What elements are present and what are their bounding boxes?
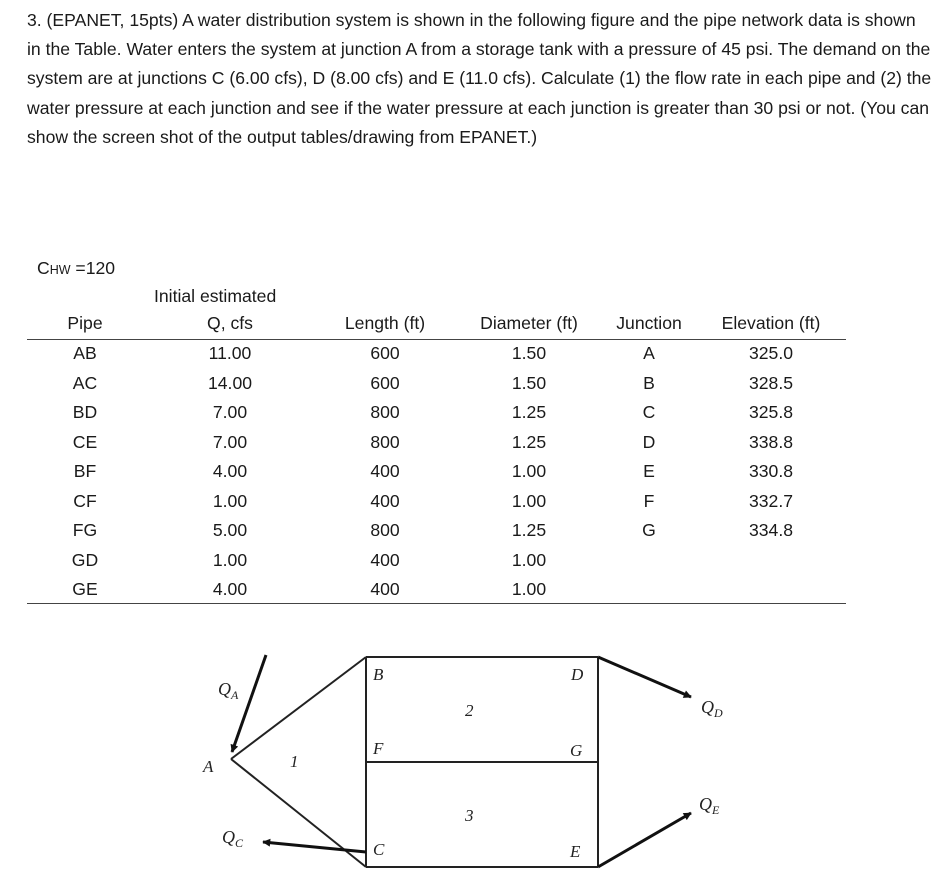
pipe-cell-diameter: 1.25 (511, 402, 547, 422)
pipe-cell-q: 7.00 (212, 431, 248, 452)
header-length: Length (ft) (344, 313, 426, 333)
pipe-cell-pipe: FG (72, 520, 98, 540)
junction-cell-junction: F (643, 490, 655, 511)
pipe-cell-q: 4.00 (212, 579, 248, 599)
node-a-label: A (203, 757, 214, 776)
pipe-cell-q: 11.00 (208, 343, 252, 363)
junction-cell-elevation: 332.7 (748, 490, 794, 511)
node-f-label: F (373, 739, 384, 758)
pipe-cell-diameter: 1.50 (511, 343, 547, 363)
header-junction: Junction (616, 313, 682, 333)
junction-cell-elevation: 330.8 (748, 461, 794, 481)
outflow-qd-arrow (598, 657, 691, 697)
label-qe: $Q_E$ (699, 794, 720, 817)
pipe-cell-diameter: 1.00 (511, 549, 547, 570)
pipe-cell-length: 800 (370, 402, 400, 422)
node-e-label: E (570, 842, 581, 861)
junction-cell-elevation: 328.5 (748, 372, 794, 393)
header-pipe: Pipe (67, 313, 103, 333)
pipe-cell-pipe: GE (72, 579, 98, 599)
outflow-qe-arrow (598, 813, 691, 867)
junction-cell-elevation: 325.0 (748, 343, 794, 363)
junction-cell-elevation: 325.8 (748, 402, 794, 422)
loop-2-label: 2 (465, 701, 474, 720)
pipe-cell-length: 400 (370, 490, 400, 511)
loop-1-label: 1 (290, 752, 299, 771)
pipe-cell-length: 800 (370, 520, 400, 540)
pipe-cell-q: 5.00 (212, 520, 248, 540)
chw-subscript: HW (49, 263, 71, 277)
pipe-ab (231, 657, 366, 759)
node-b-label: B (373, 665, 384, 684)
pipe-cell-pipe: BF (73, 461, 97, 481)
pipe-cell-length: 600 (370, 372, 400, 393)
node-g-label: G (570, 741, 583, 760)
pipe-cell-diameter: 1.25 (511, 520, 547, 540)
pipe-cell-diameter: 1.50 (511, 372, 547, 393)
header-q: Q, cfs (207, 313, 253, 333)
label-qc: $Q_C$ (222, 827, 244, 850)
junction-cell-junction: B (643, 372, 655, 393)
header-initial-estimated: Initial estimated (154, 286, 277, 306)
pipe-cell-diameter: 1.00 (511, 461, 547, 481)
node-d-label: D (571, 665, 584, 684)
pipe-cell-diameter: 1.25 (511, 431, 547, 452)
pipe-cell-q: 1.00 (212, 549, 248, 570)
junction-cell-elevation: 334.8 (748, 520, 794, 540)
pipe-cell-pipe: AB (73, 343, 97, 363)
pipe-cell-pipe: BD (72, 402, 98, 422)
node-c-label: C (373, 840, 385, 859)
pipe-cell-pipe: AC (72, 372, 98, 393)
pipe-cell-pipe: GD (71, 549, 99, 570)
outflow-qc-arrow (263, 842, 366, 852)
pipe-cell-length: 400 (370, 461, 400, 481)
junction-cell-junction: A (643, 343, 655, 363)
chw-value: =120 (70, 258, 116, 278)
junction-cell-junction: G (642, 520, 656, 540)
pipe-cell-q: 1.00 (212, 490, 248, 511)
junction-cell-elevation: 338.8 (748, 431, 794, 452)
junction-cell-junction: E (643, 461, 655, 481)
pipe-cell-length: 600 (370, 343, 400, 363)
header-diameter: Diameter (ft) (480, 313, 578, 333)
pipe-cell-diameter: 1.00 (511, 490, 547, 511)
pipe-cell-length: 400 (370, 549, 400, 570)
loop-3-label: 3 (465, 806, 474, 825)
pipe-cell-length: 400 (370, 579, 400, 599)
problem-statement: 3. (EPANET, 15pts) A water distribution system is shown in the following figure and the pipe network data is shown in the Table. Water enters the system at junction A from a storage tank with a pressure of 45 psi. The demand on the system are at junctions C (6.00 cfs), D (8.00 cfs) and E (11.0 cfs). Calculate (1) the flow rate in each pipe and (2) the water pressure at each junction and see if the water pressure at each junction is greater than 30 psi or not. (You can show the screen shot of the output tables/drawing from EPANET.) (27, 10, 932, 147)
chw-symbol: C (37, 258, 50, 278)
pipe-cell-q: 7.00 (212, 402, 248, 422)
junction-cell-junction: C (642, 402, 656, 422)
pipe-cell-diameter: 1.00 (511, 579, 547, 599)
header-elevation: Elevation (ft) (721, 313, 821, 333)
pipe-cell-pipe: CE (72, 431, 98, 452)
label-qa: $Q_A$ (218, 679, 239, 702)
pipe-cell-pipe: CF (73, 490, 97, 511)
pipe-cell-q: 4.00 (212, 461, 248, 481)
pipe-cell-q: 14.00 (207, 372, 253, 393)
label-qd: $Q_D$ (701, 697, 723, 720)
junction-cell-junction: D (642, 431, 656, 452)
pipe-cell-length: 800 (370, 431, 400, 452)
